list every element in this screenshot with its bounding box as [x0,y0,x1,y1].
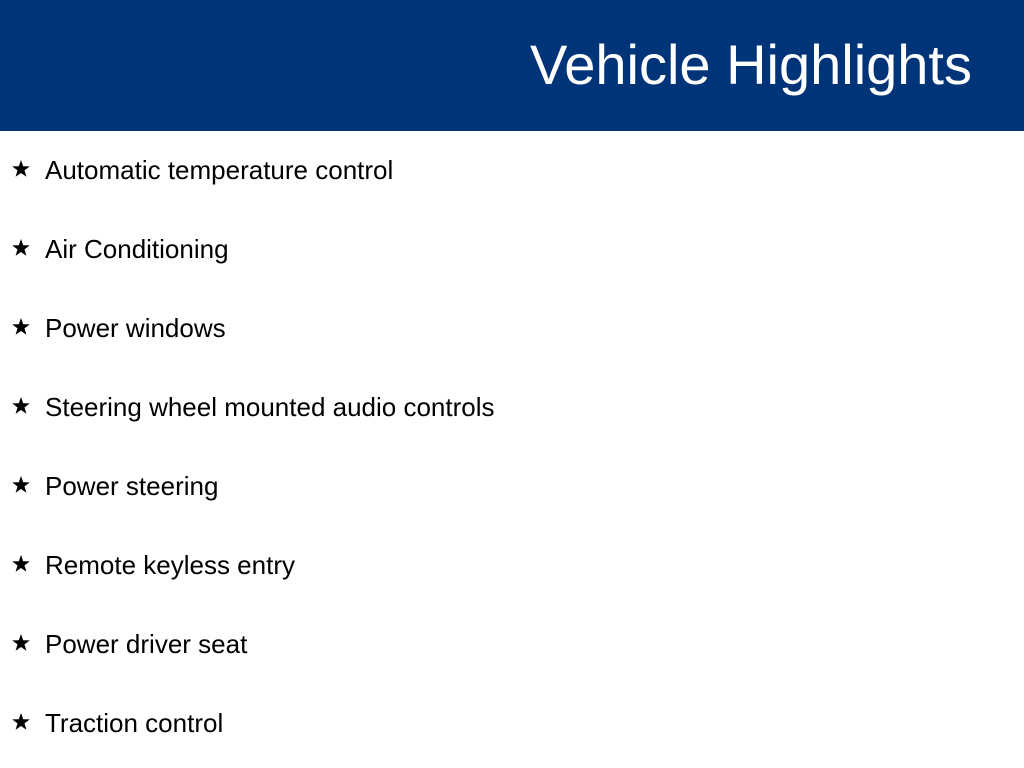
feature-label: Air Conditioning [45,234,229,264]
star-icon [11,475,31,495]
list-item [0,685,1024,764]
feature-label: Power windows [45,313,226,343]
feature-label: Remote keyless entry [45,550,295,580]
list-item [0,606,1024,685]
star-icon [11,317,31,337]
list-item [0,448,1024,527]
feature-label: Power steering [45,471,219,501]
list-item [0,527,1024,606]
star-icon [11,554,31,574]
feature-label: Automatic temperature control [45,155,394,185]
star-icon [11,396,31,416]
star-icon [11,159,31,179]
star-icon [11,633,31,653]
page-title: Vehicle Highlights [529,33,972,96]
features-list [0,132,1024,764]
header-banner [0,0,1024,131]
list-item [0,290,1024,369]
list-item [0,369,1024,448]
list-item [0,211,1024,290]
feature-label: Steering wheel mounted audio controls [45,392,495,422]
list-item [0,132,1024,211]
feature-label: Power driver seat [45,629,248,659]
star-icon [11,712,31,732]
star-icon [11,238,31,258]
feature-label: Traction control [45,708,224,738]
